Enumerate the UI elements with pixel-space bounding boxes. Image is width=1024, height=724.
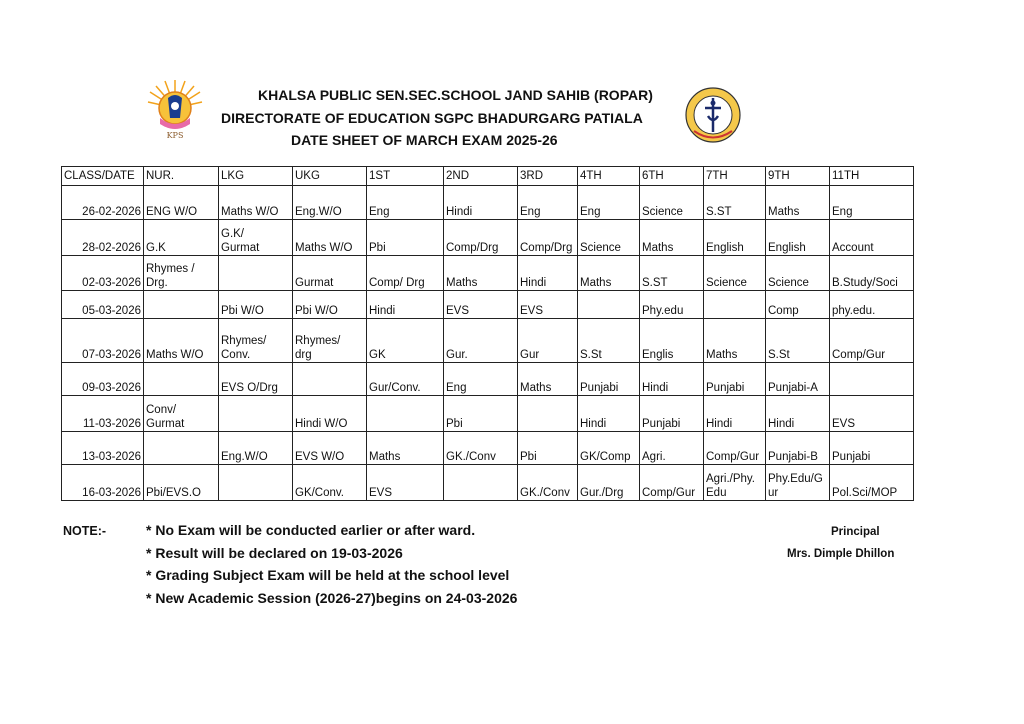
subject-cell: Pbi xyxy=(518,432,578,465)
subject-cell: Maths W/O xyxy=(293,220,367,256)
subject-cell: Science xyxy=(640,186,704,220)
subject-cell: S.St xyxy=(766,319,830,363)
column-header: 3RD xyxy=(518,167,578,186)
subject-cell xyxy=(830,363,914,396)
subject-cell: GK./Conv xyxy=(444,432,518,465)
subject-cell: Punjabi-B xyxy=(766,432,830,465)
column-header: UKG xyxy=(293,167,367,186)
table-row xyxy=(62,363,914,396)
subject-cell xyxy=(144,291,219,319)
column-header: NUR. xyxy=(144,167,219,186)
column-header: CLASS/DATE xyxy=(62,167,144,186)
subject-cell: Agri./Phy. Edu xyxy=(704,465,766,501)
subject-cell: Hindi xyxy=(640,363,704,396)
subject-cell: GK/Conv. xyxy=(293,465,367,501)
subject-cell: Gur./Drg xyxy=(578,465,640,501)
subject-cell: Maths xyxy=(704,319,766,363)
subject-cell: Eng xyxy=(444,363,518,396)
subject-cell: EVS O/Drg xyxy=(219,363,293,396)
subject-cell: Eng xyxy=(830,186,914,220)
svg-text:KPS: KPS xyxy=(166,131,184,140)
subject-cell: Punjabi xyxy=(704,363,766,396)
subject-cell: EVS W/O xyxy=(293,432,367,465)
table-row xyxy=(62,220,914,256)
column-header: 2ND xyxy=(444,167,518,186)
subject-cell: English xyxy=(704,220,766,256)
subject-cell: Gur xyxy=(518,319,578,363)
subject-cell xyxy=(444,465,518,501)
subject-cell: EVS xyxy=(830,396,914,432)
subject-cell: Maths xyxy=(444,256,518,291)
subject-cell xyxy=(219,256,293,291)
table-row xyxy=(62,291,914,319)
note-item: * New Academic Session (2026-27)begins on 24-03-2026 xyxy=(146,590,518,606)
subject-cell xyxy=(518,396,578,432)
subject-cell: Comp/Gur xyxy=(830,319,914,363)
subject-cell: phy.edu. xyxy=(830,291,914,319)
subject-cell: ENG W/O xyxy=(144,186,219,220)
subject-cell: Hindi xyxy=(766,396,830,432)
subject-cell: EVS xyxy=(518,291,578,319)
subject-cell: Account xyxy=(830,220,914,256)
subject-cell: Hindi W/O xyxy=(293,396,367,432)
subject-cell: Eng xyxy=(518,186,578,220)
subject-cell: English xyxy=(766,220,830,256)
subject-cell: Eng.W/O xyxy=(219,432,293,465)
table-body xyxy=(62,186,914,501)
exam-date-cell: 26-02-2026 xyxy=(62,186,144,220)
subject-cell xyxy=(293,363,367,396)
subject-cell: GK./Conv xyxy=(518,465,578,501)
subject-cell: Maths xyxy=(640,220,704,256)
subject-cell: Eng xyxy=(367,186,444,220)
subject-cell: G.K/ Gurmat xyxy=(219,220,293,256)
subject-cell: Maths W/O xyxy=(219,186,293,220)
table-row xyxy=(62,432,914,465)
exam-date-cell: 09-03-2026 xyxy=(62,363,144,396)
table-row xyxy=(62,465,914,501)
subject-cell: Englis xyxy=(640,319,704,363)
subject-cell: Science xyxy=(766,256,830,291)
subject-cell xyxy=(704,291,766,319)
subject-cell: B.Study/Soci xyxy=(830,256,914,291)
subject-cell: Phy.Edu/G ur xyxy=(766,465,830,501)
subject-cell: S.ST xyxy=(640,256,704,291)
subject-cell: Science xyxy=(578,220,640,256)
subject-cell: Rhymes / Drg. xyxy=(144,256,219,291)
table-row xyxy=(62,319,914,363)
subject-cell: Comp/Gur xyxy=(640,465,704,501)
table-row xyxy=(62,186,914,220)
exam-date-cell: 28-02-2026 xyxy=(62,220,144,256)
subject-cell: Agri. xyxy=(640,432,704,465)
subject-cell xyxy=(144,432,219,465)
exam-date-cell: 02-03-2026 xyxy=(62,256,144,291)
subject-cell: S.St xyxy=(578,319,640,363)
date-sheet-table xyxy=(61,166,914,501)
column-header: 6TH xyxy=(640,167,704,186)
table-row xyxy=(62,256,914,291)
subject-cell: Rhymes/ drg xyxy=(293,319,367,363)
subject-cell: Maths xyxy=(367,432,444,465)
note-label: NOTE:- xyxy=(63,524,107,538)
column-header: LKG xyxy=(219,167,293,186)
subject-cell: Phy.edu xyxy=(640,291,704,319)
column-header: 4TH xyxy=(578,167,640,186)
subject-cell: EVS xyxy=(367,465,444,501)
khalsa-emblem-icon xyxy=(146,78,204,140)
subject-cell: Punjabi xyxy=(830,432,914,465)
column-header: 7TH xyxy=(704,167,766,186)
subject-cell: Comp/ Drg xyxy=(367,256,444,291)
column-header: 11TH xyxy=(830,167,914,186)
subject-cell xyxy=(367,396,444,432)
subject-cell: Gurmat xyxy=(293,256,367,291)
subject-cell: Science xyxy=(704,256,766,291)
table-header-row xyxy=(62,167,914,186)
subject-cell: Hindi xyxy=(578,396,640,432)
subject-cell: Gur. xyxy=(444,319,518,363)
subject-cell: Pbi W/O xyxy=(219,291,293,319)
subject-cell: Conv/ Gurmat xyxy=(144,396,219,432)
subject-cell: Maths xyxy=(578,256,640,291)
subject-cell: Maths xyxy=(766,186,830,220)
subject-cell: Pbi xyxy=(444,396,518,432)
subject-cell: Maths xyxy=(518,363,578,396)
exam-date-cell: 13-03-2026 xyxy=(62,432,144,465)
subject-cell: Punjabi xyxy=(578,363,640,396)
subject-cell xyxy=(578,291,640,319)
subject-cell: GK xyxy=(367,319,444,363)
subject-cell: Pol.Sci/MOP xyxy=(830,465,914,501)
subject-cell: Rhymes/ Conv. xyxy=(219,319,293,363)
note-item: * Grading Subject Exam will be held at the school level xyxy=(146,567,510,583)
subject-cell: Comp/Gur xyxy=(704,432,766,465)
subject-cell xyxy=(219,465,293,501)
principal-title: Principal xyxy=(831,526,880,538)
subject-cell: Gur/Conv. xyxy=(367,363,444,396)
exam-date-cell: 16-03-2026 xyxy=(62,465,144,501)
subject-cell: Comp/Drg xyxy=(518,220,578,256)
exam-date-cell: 05-03-2026 xyxy=(62,291,144,319)
subject-cell: GK/Comp xyxy=(578,432,640,465)
subject-cell: Hindi xyxy=(367,291,444,319)
subject-cell: S.ST xyxy=(704,186,766,220)
subject-cell: Comp xyxy=(766,291,830,319)
subject-cell: Punjabi xyxy=(640,396,704,432)
note-item: * No Exam will be conducted earlier or after ward. xyxy=(146,522,476,538)
subject-cell xyxy=(144,363,219,396)
subject-cell xyxy=(219,396,293,432)
note-item: * Result will be declared on 19-03-2026 xyxy=(146,545,403,561)
subject-cell: Punjabi-A xyxy=(766,363,830,396)
school-crest-icon xyxy=(684,86,742,144)
subject-cell: Pbi xyxy=(367,220,444,256)
subject-cell: Comp/Drg xyxy=(444,220,518,256)
subject-cell: Pbi/EVS.O xyxy=(144,465,219,501)
exam-date-cell: 11-03-2026 xyxy=(62,396,144,432)
subject-cell: EVS xyxy=(444,291,518,319)
subject-cell: Pbi W/O xyxy=(293,291,367,319)
subject-cell: Hindi xyxy=(518,256,578,291)
subject-cell: Eng.W/O xyxy=(293,186,367,220)
subject-cell: Maths W/O xyxy=(144,319,219,363)
column-header: 9TH xyxy=(766,167,830,186)
principal-name: Mrs. Dimple Dhillon xyxy=(787,548,895,560)
subject-cell: Hindi xyxy=(704,396,766,432)
exam-date-cell: 07-03-2026 xyxy=(62,319,144,363)
column-header: 1ST xyxy=(367,167,444,186)
table-row xyxy=(62,396,914,432)
subject-cell: G.K xyxy=(144,220,219,256)
subject-cell: Eng xyxy=(578,186,640,220)
subject-cell: Hindi xyxy=(444,186,518,220)
